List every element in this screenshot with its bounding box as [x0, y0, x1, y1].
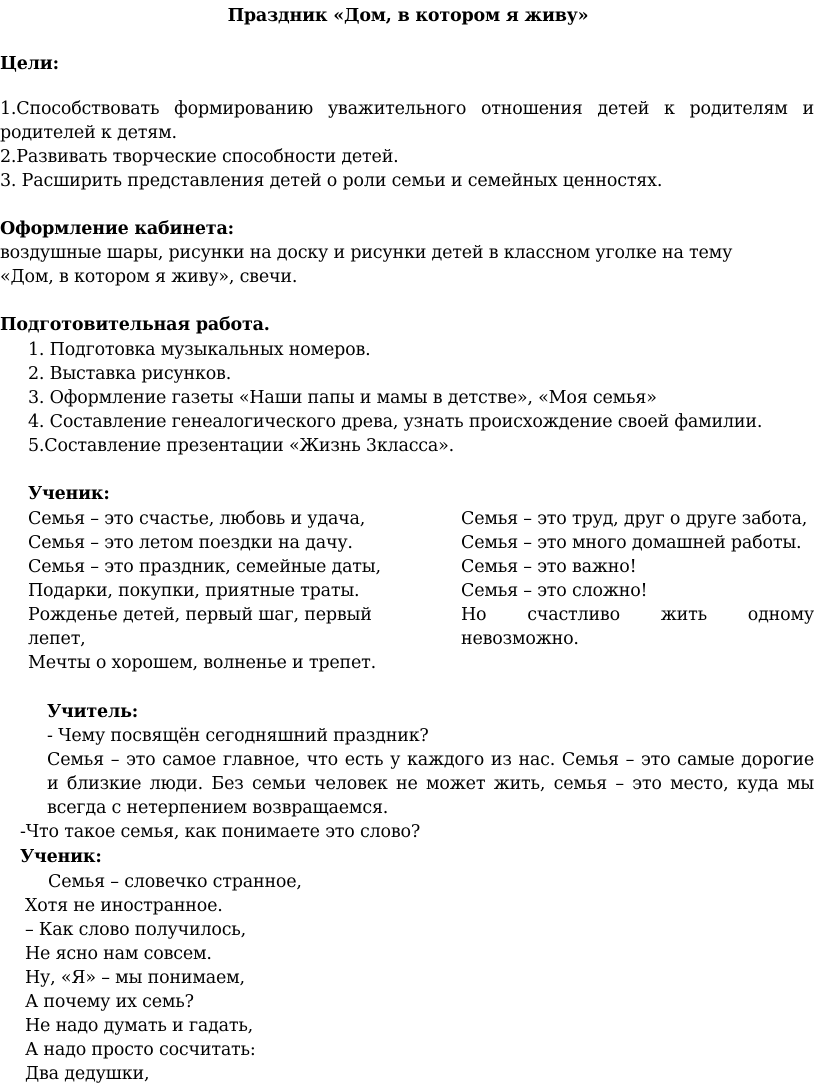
goals-heading: Цели: [0, 54, 59, 74]
preparation-item-4: 4. Составление генеалогического древа, узнать происхождение своей фамилии. [28, 412, 763, 432]
preparation-heading: Подготовительная работа. [0, 315, 270, 335]
teacher-line: - Чему посвящён сегодняшний праздник? [47, 726, 429, 746]
page-title: Праздник «Дом, в котором я живу» [227, 6, 589, 26]
preparation-item-3: 3. Оформление газеты «Наши папы и мамы в детстве», «Моя семья» [28, 388, 657, 408]
poem-right-line: Но счастливо жить одному [461, 605, 814, 625]
goals-item-3: 3. Расширить представления детей о роли семьи и семейных ценностях. [0, 171, 663, 191]
teacher-label: Учитель: [47, 702, 139, 722]
poem-right-line: невозможно. [461, 629, 579, 649]
preparation-item-1: 1. Подготовка музыкальных номеров. [28, 340, 371, 360]
decoration-heading: Оформление кабинета: [0, 219, 234, 239]
poem-left-line: Семья – это счастье, любовь и удача, [28, 509, 366, 529]
teacher-line: всегда с нетерпением возвращаемся. [47, 798, 389, 818]
poem-line: Не надо думать и гадать, [25, 1016, 254, 1036]
poem-right-line: Семья – это сложно! [461, 581, 648, 601]
poem-right-line: Семья – это важно! [461, 557, 637, 577]
preparation-item-5: 5.Составление презентации «Жизнь 3класса». [28, 436, 455, 456]
teacher-line: и близкие люди. Без семьи человек не может жить, семья – это место, куда мы [47, 774, 814, 794]
goals-item-1-cont: родителей к детям. [0, 123, 177, 143]
poem-line: Не ясно нам совсем. [25, 944, 212, 964]
poem-left-line: Мечты о хорошем, волненье и трепет. [28, 653, 376, 673]
goals-item-2: 2.Развивать творческие способности детей. [0, 147, 399, 167]
poem-left-line: Рожденье детей, первый шаг, первый [28, 605, 372, 625]
preparation-item-2: 2. Выставка рисунков. [28, 364, 232, 384]
student-label: Ученик: [28, 484, 110, 504]
teacher-question: -Что такое семья, как понимаете это слово? [20, 822, 420, 842]
poem-left-line: Семья – это праздник, семейные даты, [28, 557, 381, 577]
student-label: Ученик: [20, 847, 102, 867]
poem-left-line: Подарки, покупки, приятные траты. [28, 581, 360, 601]
poem-line: А почему их семь? [25, 992, 194, 1012]
poem-line: – Как слово получилось, [25, 920, 246, 940]
poem-line: Два дедушки, [25, 1064, 150, 1084]
poem-left-line: Семья – это летом поездки на дачу. [28, 533, 353, 553]
poem-line: Ну, «Я» – мы понимаем, [25, 968, 245, 988]
poem-right-line: Семья – это труд, друг о друге забота, [461, 509, 808, 529]
teacher-line: Семья – это самое главное, что есть у каждого из нас. Семья – это самые дорогие [47, 750, 814, 770]
goals-item-1: 1.Способствовать формированию уважительного отношения детей к родителям и [0, 99, 814, 119]
poem-line: А надо просто сосчитать: [25, 1040, 256, 1060]
decoration-line-2: «Дом, в котором я живу», свечи. [0, 267, 298, 287]
poem-line: Семья – словечко странное, [48, 872, 302, 892]
decoration-line-1: воздушные шары, рисунки на доску и рисунки детей в классном уголке на тему [0, 243, 733, 263]
poem-line: Хотя не иностранное. [25, 896, 223, 916]
poem-left-line: лепет, [28, 629, 86, 649]
poem-right-line: Семья – это много домашней работы. [461, 533, 802, 553]
